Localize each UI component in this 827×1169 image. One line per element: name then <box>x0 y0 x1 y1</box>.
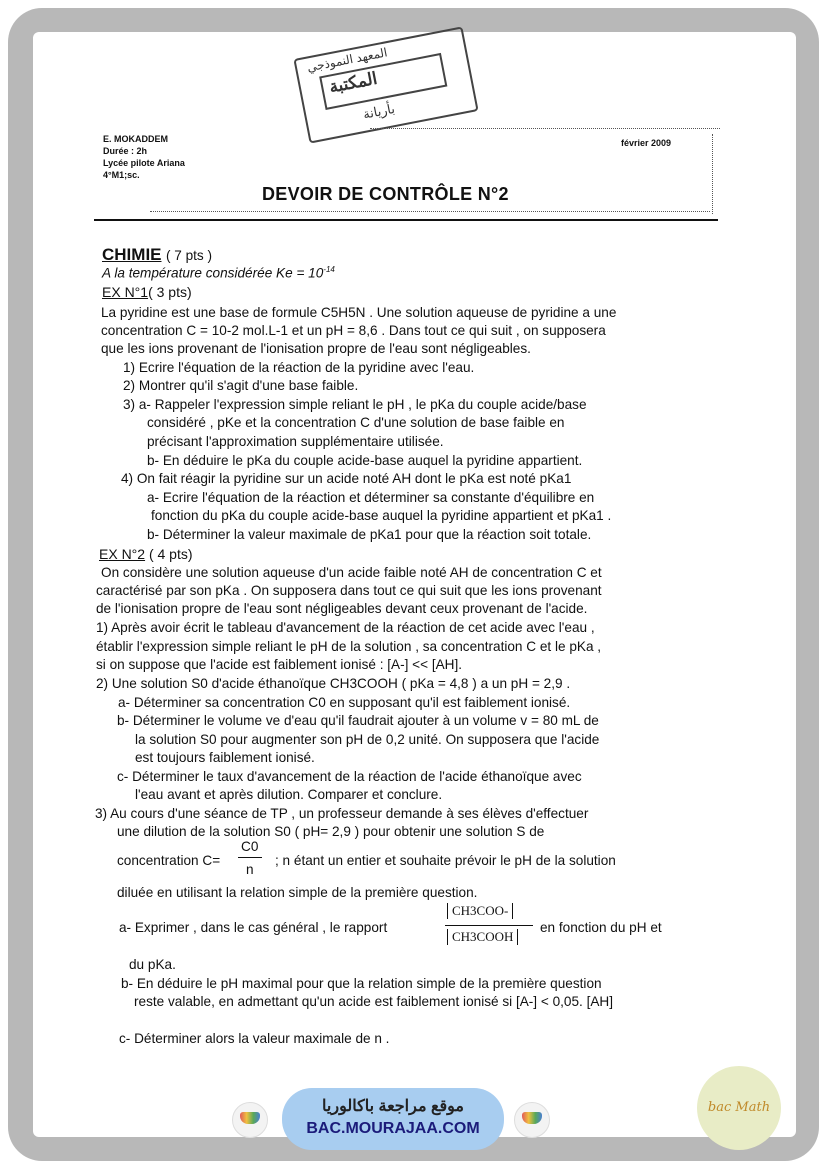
ex2-q2c-1: c- Déterminer le taux d'avancement de la réaction de l'acide éthanoïque avec <box>117 769 582 784</box>
school: Lycée pilote Ariana <box>103 158 185 168</box>
ex1-heading: EX N°1( 3 pts) <box>102 284 192 300</box>
ex2-intro-1: On considère une solution aqueuse d'un acide faible noté AH de concentration C et <box>101 565 602 580</box>
ex2-q1-2: établir l'expression simple reliant le pH de la solution , sa concentration C et le pKa , <box>96 639 602 654</box>
ex2-intro-3: de l'ionisation propre de l'eau sont négligeables devant ceux provenant de l'acide. <box>96 601 588 616</box>
ex2-q3-diluted: diluée en utilisant la relation simple de la première question. <box>117 885 478 900</box>
temperature-note: A la température considérée $Ke = 10^{-14}$ <box>102 265 335 281</box>
ex1-intro-3: que les ions provenant de l'ionisation propre de l'eau sont négligeables. <box>101 341 531 356</box>
ex1-q3a-3: précisant l'approximation supplémentaire utilisée. <box>147 434 444 449</box>
ex1-q4a-2: fonction du pKa du couple acide-base auquel la pyridine appartient et pKa1 . <box>151 508 612 523</box>
ex1-q3b: b- En déduire le pKa du couple acide-base auquel la pyridine appartient. <box>147 453 583 468</box>
ex1-q2: 2) Montrer qu'il s'agit d'une base faible. <box>123 378 359 393</box>
conc-frac-den: n <box>246 862 254 877</box>
stamp-line2: المكتبة <box>327 68 379 97</box>
ex1-q3a-1: 3) a- Rappeler l'expression simple reliant le pH , le pKa du couple acide/base <box>123 397 587 412</box>
class-level: 4°M1;sc. <box>103 170 140 180</box>
ex2-q2c-2: l'eau avant et après dilution. Comparer et conclure. <box>135 787 443 802</box>
site-logo-right <box>514 1102 550 1138</box>
q3b-1: b- En déduire le pH maximal pour que la relation simple de la première question <box>121 976 602 991</box>
ratio-bar <box>445 925 533 926</box>
ratio-den: CH3COOH <box>447 929 518 945</box>
header-side-rule <box>712 134 713 214</box>
site-url[interactable]: BAC.MOURAJAA.COM <box>306 1120 480 1137</box>
site-banner[interactable] <box>282 1088 504 1150</box>
page-title: DEVOIR DE CONTRÔLE N°2 <box>262 184 509 204</box>
conc-label: concentration C= <box>117 853 221 868</box>
ex1-q1: 1) Ecrire l'équation de la réaction de la pyridine avec l'eau. <box>123 360 475 375</box>
stamp-line3: بأريانة <box>361 100 397 122</box>
ex1-q3a-2: considéré , pKe et la concentration C d'une solution de base faible en <box>147 415 565 430</box>
ex2-q2b-2: la solution S0 pour augmenter son pH de 0,2 unité. On supposera que l'acide <box>135 732 600 747</box>
title-dotted-rule <box>150 211 710 212</box>
ex1-q4a-1: a- Ecrire l'équation de la réaction et déterminer sa constante d'équilibre en <box>147 490 595 505</box>
stamp-line1: المعهد النموذجي <box>305 45 389 75</box>
ratio-num: CH3COO- <box>447 903 513 919</box>
exam-date: février 2009 <box>621 138 672 148</box>
ex2-intro-2: caractérisé par son pKa . On supposera dans tout ce qui suit que les ions provenant <box>96 583 602 598</box>
book-icon <box>522 1112 542 1124</box>
chemistry-heading <box>102 245 212 265</box>
ex2-heading: EX N°2 ( 4 pts) <box>99 546 193 562</box>
ex2-q2b-3: est toujours faiblement ionisé. <box>135 750 315 765</box>
conc-frac-num: C0 <box>241 839 259 854</box>
q3a-prefix: a- Exprimer , dans le cas général , le rapport <box>119 920 388 935</box>
ex1-q4: 4) On fait réagir la pyridine sur un acide noté AH dont le pKa est noté pKa1 <box>121 471 572 486</box>
q3a-suffix: en fonction du pH et <box>540 920 662 935</box>
q3b-2: reste valable, en admettant qu'un acide est faiblement ionisé si [A-] < 0,05. [AH] <box>134 994 614 1009</box>
ex2-q2a: a- Déterminer sa concentration C0 en supposant qu'il est faiblement ionisé. <box>118 695 571 710</box>
ex2-q2b-1: b- Déterminer le volume ve d'eau qu'il faudrait ajouter à un volume v = 80 mL de <box>117 713 599 728</box>
q3a-end: du pKa. <box>129 957 176 972</box>
ex1-q4b: b- Déterminer la valeur maximale de pKa1 pour que la réaction soit totale. <box>147 527 592 542</box>
ex1-intro-2: concentration C = 10-2 mol.L-1 et un pH = 8,6 . Dans tout ce qui suit , on supposera <box>101 323 606 338</box>
book-icon <box>240 1112 260 1124</box>
conc-rest: ; n étant un entier et souhaite prévoir le pH de la solution <box>275 853 616 868</box>
ex2-q1-1: 1) Après avoir écrit le tableau d'avancement de la réaction de cet acide avec l'eau , <box>96 620 595 635</box>
ex2-q1-3: si on suppose que l'acide est faiblement ionisé : [A-] << [AH]. <box>96 657 463 672</box>
ex2-q3-2: une dilution de la solution S0 ( pH= 2,9 ) pour obtenir une solution S de <box>117 824 545 839</box>
chemistry-title: CHIMIE <box>102 245 162 264</box>
ex1-intro-1: La pyridine est une base de formule C5H5N . Une solution aqueuse de pyridine a une <box>101 305 617 320</box>
teacher-name: E. MOKADDEM <box>103 134 168 144</box>
duration: Durée : 2h <box>103 146 148 156</box>
ex2-q2: 2) Une solution S0 d'acide éthanoïque CH3COOH ( pKa = 4,8 ) a un pH = 2,9 . <box>96 676 571 691</box>
ex2-q3-1: 3) Au cours d'une séance de TP , un professeur demande à ses élèves d'effectuer <box>95 806 589 821</box>
header-dotted-rule <box>370 128 720 129</box>
site-name-arabic: موقع مراجعة باكالوريا <box>322 1098 464 1115</box>
bac-math-logo: bac Math <box>697 1066 781 1150</box>
site-logo-left <box>232 1102 268 1138</box>
conc-frac-bar <box>238 857 262 858</box>
q3c: c- Déterminer alors la valeur maximale de n . <box>119 1031 390 1046</box>
title-rule <box>94 219 718 221</box>
chemistry-points: ( 7 pts ) <box>165 248 213 263</box>
